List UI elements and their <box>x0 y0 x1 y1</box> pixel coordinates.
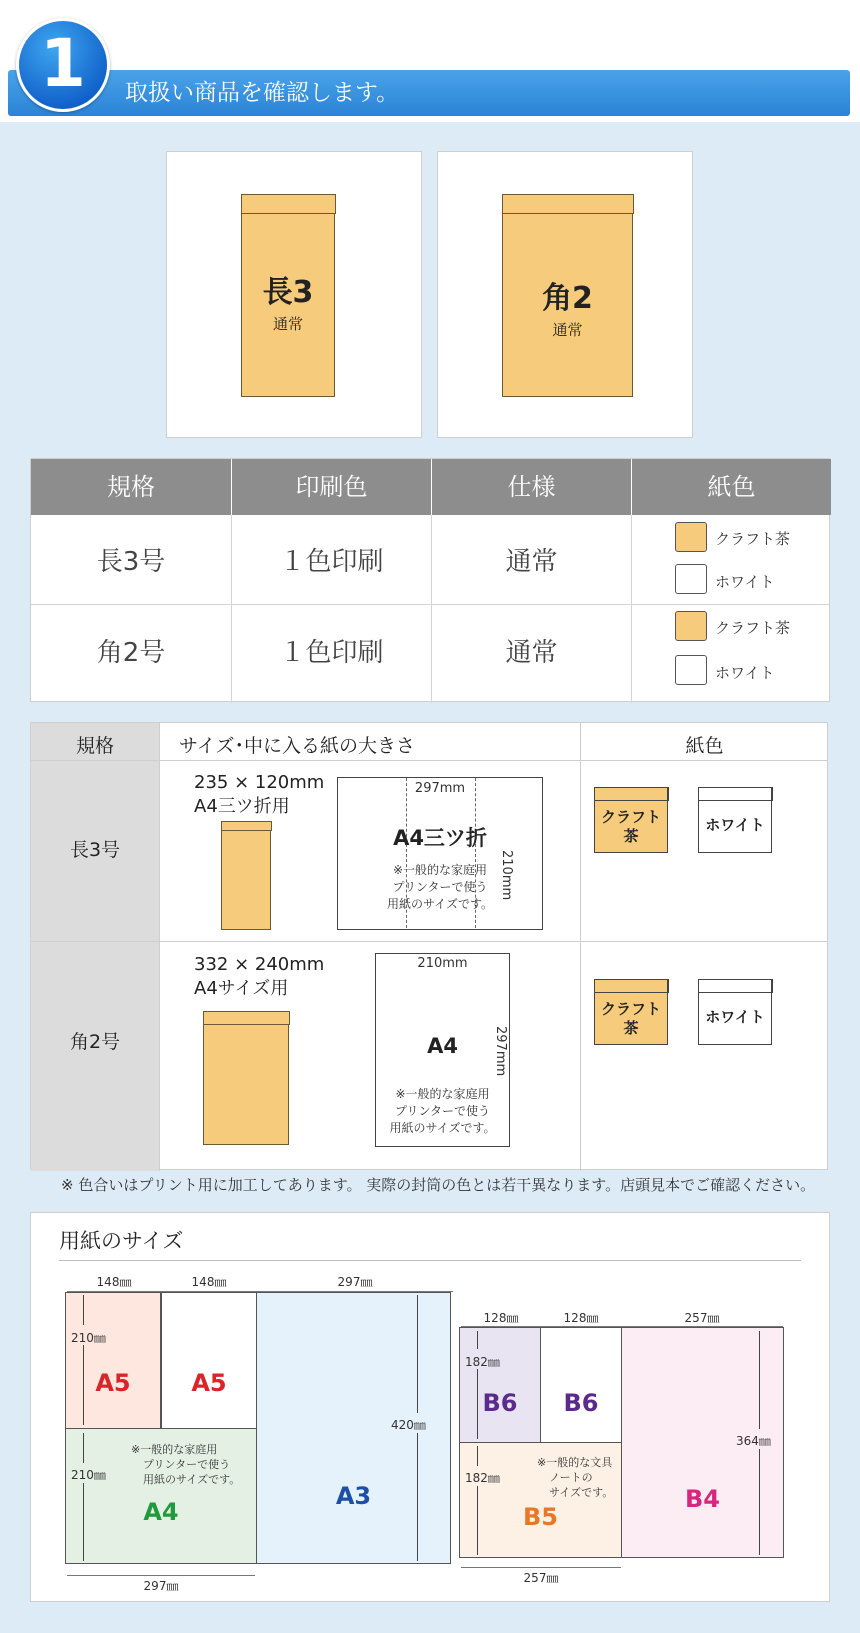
envelope-illustration <box>221 821 271 930</box>
row2-print: １色印刷 <box>279 638 384 668</box>
a-right-dim: 420㎜ <box>391 1418 426 1432</box>
size-table <box>30 722 828 1170</box>
a-note: ※一般的な家庭用 プリンターで使う 用紙のサイズです。 <box>131 1443 241 1486</box>
b6-sheet-2 <box>540 1327 622 1443</box>
t2-header-size: 規格 <box>75 735 114 757</box>
a-left-dim-1: 210㎜ <box>71 1331 106 1345</box>
paper-sizes-panel <box>30 1212 830 1602</box>
row2-size: 角2号 <box>96 638 166 668</box>
paper-width: 297mm <box>414 781 466 796</box>
t2-row1-dimensions: 235 × 120mm <box>194 772 325 793</box>
b-bottom-dim: 257㎜ <box>523 1571 559 1585</box>
white-swatch <box>675 655 707 685</box>
a5-label-1: A5 <box>95 1369 131 1397</box>
a-top-dim-2: 148㎜ <box>191 1275 227 1289</box>
kraft-swatch <box>675 522 707 552</box>
paper-label: A4 <box>427 1034 458 1058</box>
row2-color2: ホワイト <box>715 664 775 682</box>
white-envelope-icon: ホワイト <box>698 787 772 853</box>
t2-row2-dimensions: 332 × 240mm <box>194 954 325 975</box>
kraft-envelope-icon: クラフト 茶 <box>594 979 668 1045</box>
page-title: 取扱い商品を確認します。 <box>125 80 400 106</box>
kraft-swatch <box>675 611 707 641</box>
b-note: ※一般的な文具 ノートの サイズです。 <box>537 1456 614 1499</box>
envelope-card-kaku2 <box>437 151 693 438</box>
a-left-dim-2: 210㎜ <box>71 1468 106 1482</box>
t2-row2-use: A4サイズ用 <box>194 978 289 999</box>
envelope-illustration <box>502 194 633 397</box>
b-top-dim-1: 128㎜ <box>483 1311 519 1325</box>
paper-height: 210mm <box>499 850 514 901</box>
paper-sizes-title: 用紙のサイズ <box>59 1229 184 1253</box>
paper-width: 210mm <box>417 956 468 971</box>
b-top-dim-2: 128㎜ <box>563 1311 599 1325</box>
t2-row2-size: 角2号 <box>69 1031 121 1053</box>
envelope-card-naga3 <box>166 151 422 438</box>
a-top-dim-3: 297㎜ <box>337 1275 373 1289</box>
b5-label: B5 <box>523 1503 558 1531</box>
paper-note: ※一般的な家庭用 プリンターで使う 用紙のサイズです。 <box>389 1087 496 1135</box>
row1-print: １色印刷 <box>279 547 384 577</box>
a5-sheet-1 <box>65 1292 161 1429</box>
a5-label-2: A5 <box>191 1369 227 1397</box>
step-badge: 1 <box>16 18 110 112</box>
product-table <box>30 458 830 702</box>
row1-color2: ホワイト <box>715 573 775 591</box>
b-left-dim-1: 182㎜ <box>465 1355 500 1369</box>
a4-label: A4 <box>143 1498 179 1526</box>
kraft-envelope-icon: クラフト 茶 <box>594 787 668 853</box>
color-note: ※ 色合いはプリント用に加工してあります。 実際の封筒の色とは若干異なります。店頭見本でご確認ください。 <box>61 1176 816 1194</box>
row2-spec: 通常 <box>505 638 558 668</box>
paper-a4-trifold <box>337 777 543 930</box>
a5-sheet-2 <box>161 1292 257 1429</box>
b-top-dim-3: 257㎜ <box>684 1311 720 1325</box>
envelope-name: 長3 <box>262 275 314 310</box>
envelope-name: 角2 <box>542 281 593 316</box>
paper-note: ※一般的な家庭用 プリンターで使う 用紙のサイズです。 <box>386 863 494 911</box>
white-envelope-icon: ホワイト <box>698 979 772 1045</box>
envelope-illustration <box>203 1011 289 1145</box>
t2-row1-use: A4三ツ折用 <box>194 796 290 817</box>
paper-a4 <box>375 953 510 1147</box>
header-paper-color: 紙色 <box>632 459 831 515</box>
t2-row1-size: 長3号 <box>69 839 121 861</box>
row1-size: 長3号 <box>96 547 166 577</box>
white-swatch <box>675 564 707 594</box>
a3-label: A3 <box>335 1482 372 1510</box>
b-right-dim: 364㎜ <box>736 1434 771 1448</box>
b4-label: B4 <box>685 1485 720 1513</box>
b6-sheet-1 <box>459 1327 541 1443</box>
t2-header-dimensions: サイズ･中に入る紙の大きさ <box>179 735 415 757</box>
paper-height: 297mm <box>493 1026 508 1077</box>
row1-color1: クラフト茶 <box>715 530 791 548</box>
header-print-color: 印刷色 <box>232 459 431 515</box>
t2-header-color: 紙色 <box>685 735 724 757</box>
b-left-dim-2: 182㎜ <box>465 1471 500 1485</box>
header-size: 規格 <box>31 459 231 515</box>
b6-label-1: B6 <box>482 1389 518 1417</box>
header-spec: 仕様 <box>432 459 631 515</box>
row2-color1: クラフト茶 <box>715 619 791 637</box>
row1-spec: 通常 <box>505 547 558 577</box>
envelope-spec: 通常 <box>272 315 303 333</box>
a-bottom-dim: 297㎜ <box>143 1579 179 1593</box>
a-top-dim-1: 148㎜ <box>96 1275 132 1289</box>
b6-label-2: B6 <box>563 1389 599 1417</box>
envelope-illustration <box>241 194 335 397</box>
envelope-spec: 通常 <box>552 321 583 339</box>
paper-label: A4三ツ折 <box>393 826 487 850</box>
